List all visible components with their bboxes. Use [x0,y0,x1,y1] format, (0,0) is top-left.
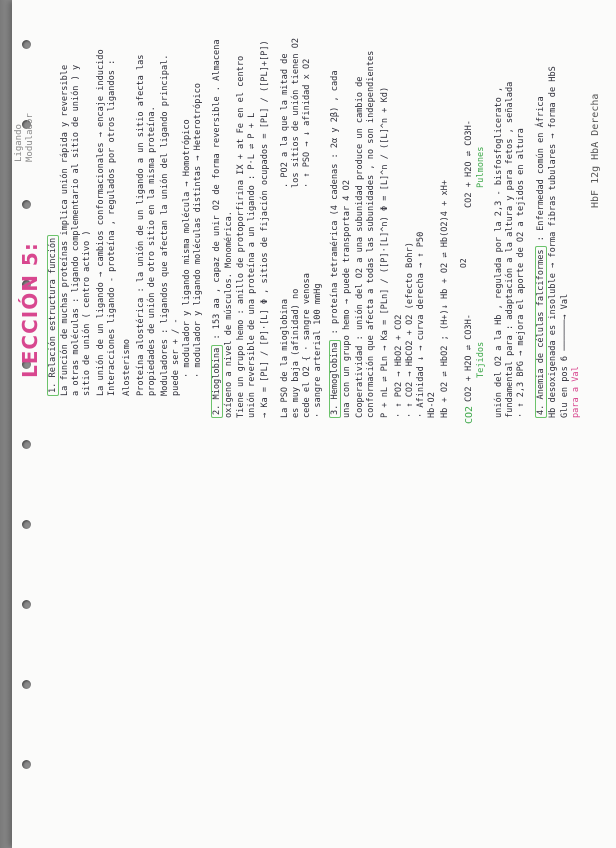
notebook-page [12,0,616,848]
section2-heading-text: 2. Mioglobina [211,345,223,418]
s1-line: Alosterismo [122,339,132,396]
section1-heading-text: 1. Relación estructura función [47,235,59,396]
s2-line: · ↑ PSO → ↓ afinidad x O2 [302,58,312,188]
s1-line: Interacciones ligando - proteína , regulados por otros ligandos : [107,59,117,396]
s3b-line: · ↑ 2,3 BPG → mejora el aporte de O2 a tejidos en altura [516,128,526,418]
s4-line: Hb desoxigenada es insoluble → forma fibras tubulares → forma de HbS [548,66,558,418]
s1-line: · modulador y ligando misma molécula → Homotrópico [182,119,192,378]
diagram-left-label: Tejidos [476,341,486,378]
s3-line: · ↑ PO2 → HbO2 + CO2 [394,314,404,418]
s2-line: cede el O2 { · sangre venosa [302,273,312,418]
section3-heading [330,71,341,419]
s2-line: · sangre arterial 100 mmHg [313,283,323,418]
s2-line: los sitios de unión tienen O2 [291,37,301,188]
s1-line: puede ser + / - [171,318,181,396]
s3-line: : proteína tetramérica (4 cadenas : 2α y 2β) , cada [330,70,340,335]
s4-line: Glu en pos 6 ──────→ Val [560,293,570,418]
s3-line: P + nL ⇌ PLn → Ka = [PLn] / ([P]·[L]^n) Φ = [L]^n / ([L]^n + Kd) [380,86,390,418]
section4-heading [536,96,547,418]
diagram-left: CO2 + H2O ⇌ CO3H- [464,314,474,402]
s1-line: a otras moléculas : ligando complementario al sitio de unión ) y [71,64,81,396]
section1-heading [48,235,59,396]
s4-line: para a Val [571,366,581,418]
diagram-co2-label: CO2 [464,405,475,424]
s2-line: La PSO de la mioglobina [280,299,290,418]
s3-line: · Afinidad ↓ → curva derecha → ↑ P50 [416,231,426,418]
s2-line: Tiene un grupo hemo : anillo de protoporfirina IX + at Fe en el centro [236,55,246,418]
s3-line: Hb + O2 ⇌ HbO2 ; (H+)↓ Hb + O2 ⇌ Hb(O2)4 + xH+ [440,180,450,418]
s1-line: sitio de unión ( centro activo ) [82,230,92,396]
section2-heading [212,39,223,418]
s3-line: una con un grupo hemo → puede transportar 4 O2 [342,180,352,418]
s2-line: . PO2 a la que la mitad de [280,53,290,188]
s3b-line: unión del O2 a la Hb , regulada por la 2,3 - bisfosfoglicerato , [494,86,504,418]
s2-line: : 153 aa , capaz de unir O2 de forma reversible . Almacena [212,39,222,340]
diagram-o2-label: O2 [459,258,468,268]
s3-line: Hb-O2 [427,392,437,418]
diagram-right: CO2 + H2O ⇌ CO3H- [464,120,474,208]
s2-line: unión reversible de una proteína a un ligando : P·L ⇌ P + L [247,112,257,418]
s3-line: · ↑ CO2 → HbCO2 + O2 (efecto Bohr) [405,242,415,418]
s1-line: La función de muchas proteínas implica unión rápida y reversible [60,64,70,396]
section4-heading-text: 4. Anemia de células falciformes [535,246,547,418]
section3-heading-text: 3. Hemoglobina [329,340,341,418]
diagram-right-label: Pulmones [476,146,486,188]
s3-line: conformación que afecta a todas las subunidades , no son independientes [366,50,376,418]
handwritten-notes [12,0,616,848]
s1-line: La unión de un ligando → cambios conformacionales → encaje inducido [96,49,106,396]
s2-line: oxígeno a nivel de músculos. Monomérica. [224,211,234,418]
s1-line: Moduladores : ligandos que afectan la unión del ligando principal. [160,54,170,396]
tag-ligando: Ligando [14,124,24,162]
s1-line: propiedades de unión de otro sitio en la misma proteína. [147,106,157,396]
s1-line: Proteína alostérica : la unión de un ligando a un sitio afecta las [136,54,146,396]
rotated-notes [12,0,616,848]
s1-line: · modulador y ligando moléculas distintas → Heterotrópico [193,83,203,378]
s2-line: es muy baja (afinidad) no [291,288,301,418]
footer-note: HbF 12g HbA Derecha [590,93,601,208]
s3b-line: fundamental para : adaptación a la altura y para fetos , señalada [505,81,515,418]
s3-line: Cooperatividad : unión del O2 a una subunidad produce un cambio de [355,76,365,418]
s2-line: → Ka = [PL] / [P]·[L] Φ , sitios de fijación ocupados = [PL] / ([PL]+[P]) [260,40,270,418]
tag-modulador: Modulador [25,113,35,162]
page-title: LECCIÓN 5: [18,242,42,378]
s4-line: : Enfermedad común en África [536,96,546,242]
